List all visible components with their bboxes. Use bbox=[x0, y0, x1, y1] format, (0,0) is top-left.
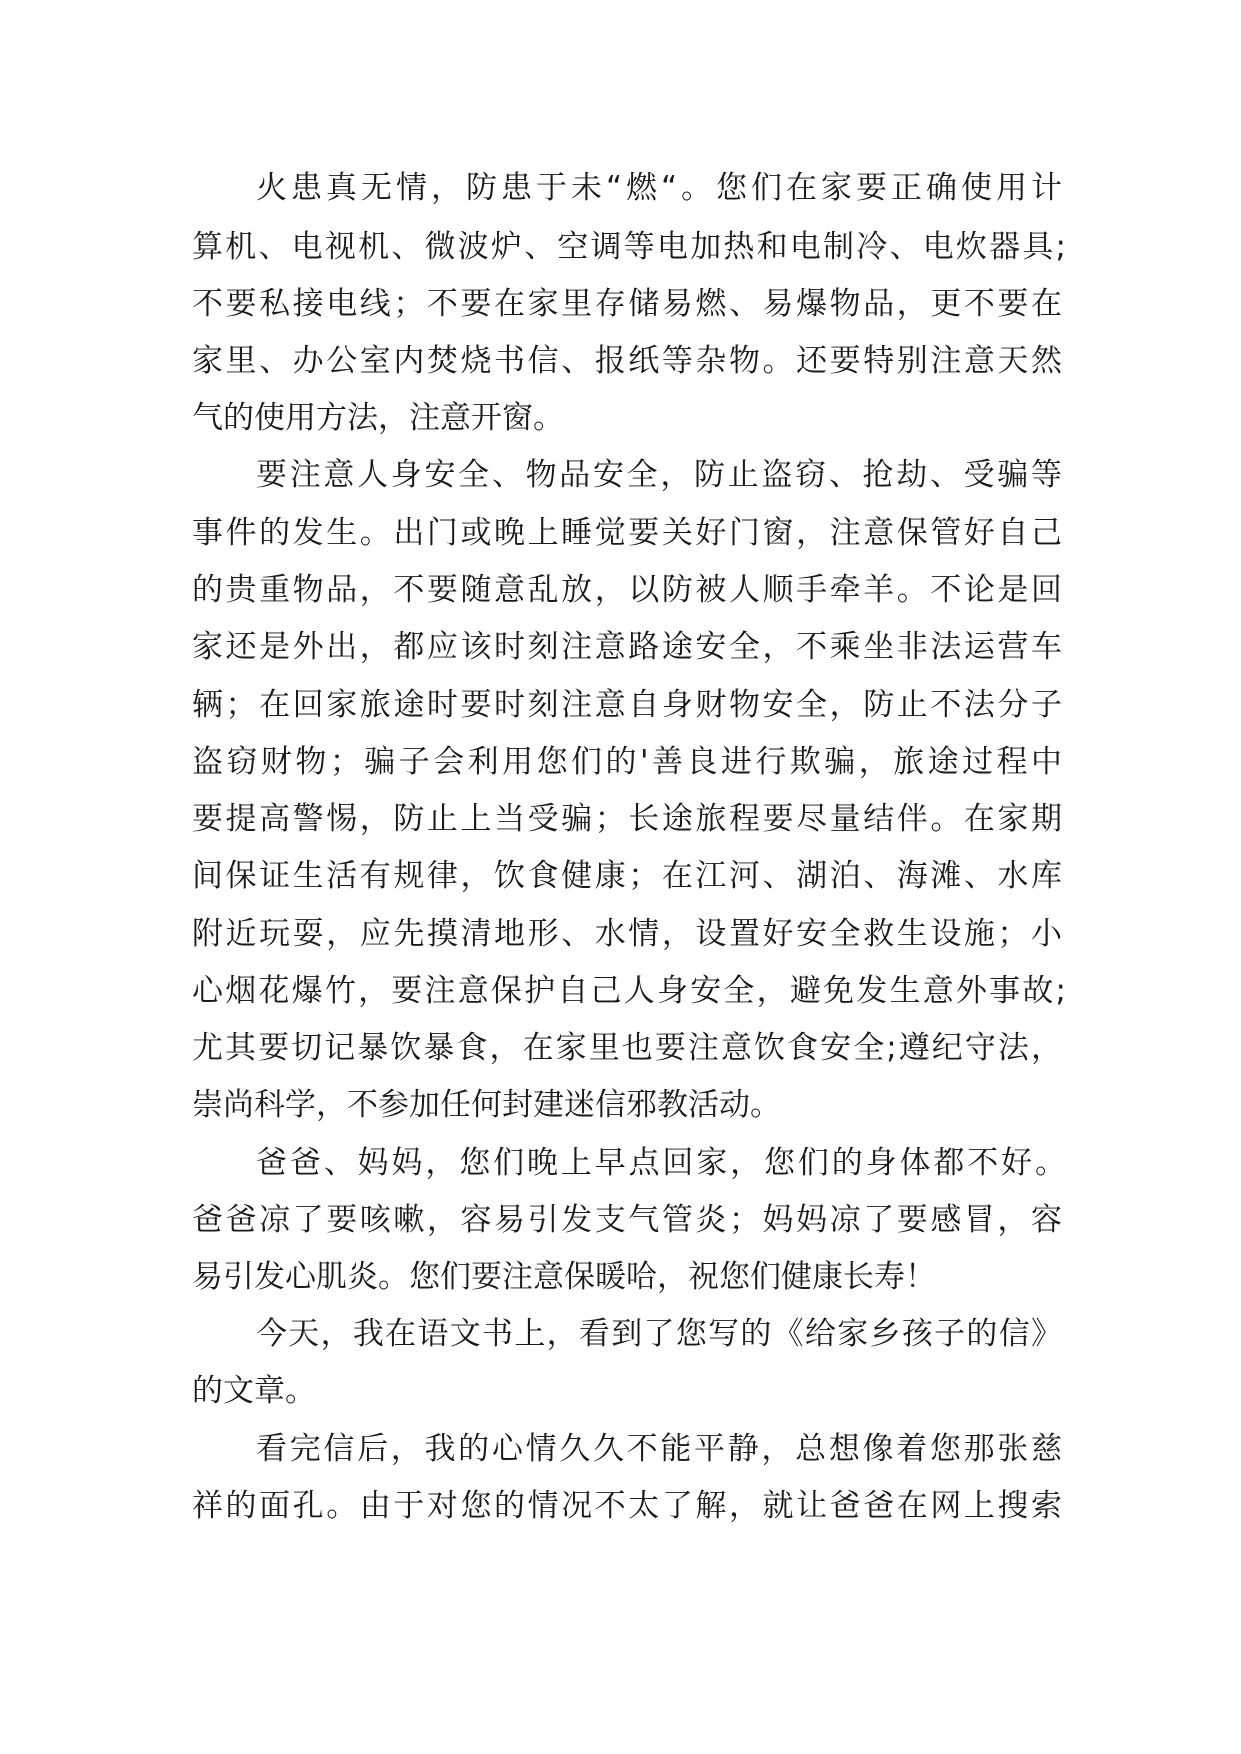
paragraph-2-line-5: 辆；在回家旅途时要时刻注意自身财物安全，防止不法分子 bbox=[192, 687, 1062, 723]
paragraph-3-line-1: 爸爸、妈妈，您们晚上早点回家，您们的身体都不好。 bbox=[256, 1145, 1066, 1181]
paragraph-3-line-3: 易引发心肌炎。您们要注意保暖哈，祝您们健康长寿！ bbox=[192, 1259, 936, 1295]
paragraph-5-line-2: 祥的面孔。由于对您的情况不太了解，就让爸爸在网上搜索 bbox=[192, 1488, 1062, 1524]
paragraph-2-line-8: 间保证生活有规律，饮食健康；在江河、湖泊、海滩、水库 bbox=[192, 858, 1062, 894]
paragraph-4-line-1: 今天，我在语文书上，看到了您写的《给家乡孩子的信》 bbox=[256, 1316, 1062, 1352]
paragraph-3-line-2: 爸爸凉了要咳嗽，容易引发支气管炎；妈妈凉了要感冒，容 bbox=[192, 1202, 1062, 1238]
paragraph-2-line-10: 心烟花爆竹，要注意保护自己人身安全，避免发生意外事故; bbox=[192, 973, 1066, 1009]
paragraph-2-line-1: 要注意人身安全、物品安全，防止盗窃、抢劫、受骗等 bbox=[256, 457, 1062, 493]
paragraph-2-line-3: 的贵重物品，不要随意乱放，以防被人顺手牵羊。不论是回 bbox=[192, 572, 1062, 608]
paragraph-2-line-2: 事件的发生。出门或晚上睡觉要关好门窗，注意保管好自己 bbox=[192, 515, 1062, 551]
paragraph-1-line-2: 算机、电视机、微波炉、空调等电加热和电制冷、电炊器具; bbox=[192, 229, 1066, 265]
paragraph-2-line-6: 盗窃财物；骗子会利用您们的'善良进行欺骗，旅途过程中 bbox=[192, 744, 1062, 780]
paragraph-2-line-4: 家还是外出，都应该时刻注意路途安全，不乘坐非法运营车 bbox=[192, 629, 1062, 665]
paragraph-2-line-12: 崇尚科学，不参加任何封建迷信邪教活动。 bbox=[192, 1087, 781, 1123]
paragraph-5-line-1: 看完信后，我的心情久久不能平静，总想像着您那张慈 bbox=[256, 1431, 1062, 1467]
paragraph-1-line-4: 家里、办公室内焚烧书信、报纸等杂物。还要特别注意天然 bbox=[192, 343, 1062, 379]
paragraph-1-line-5: 气的使用方法，注意开窗。 bbox=[192, 400, 564, 436]
paragraph-2-line-7: 要提高警惕，防止上当受骗；长途旅程要尽量结伴。在家期 bbox=[192, 801, 1062, 837]
paragraph-2-line-9: 附近玩耍，应先摸清地形、水情，设置好安全救生设施；小 bbox=[192, 916, 1062, 952]
paragraph-4-line-2: 的文章。 bbox=[192, 1373, 316, 1409]
paragraph-1-line-1: 火患真无情，防患于未“燃“。您们在家要正确使用计 bbox=[256, 170, 1062, 206]
paragraph-2-line-11: 尤其要切记暴饮暴食，在家里也要注意饮食安全;遵纪守法， bbox=[192, 1030, 1062, 1066]
paragraph-1-line-3: 不要私接电线；不要在家里存储易燃、易爆物品，更不要在 bbox=[192, 286, 1062, 322]
